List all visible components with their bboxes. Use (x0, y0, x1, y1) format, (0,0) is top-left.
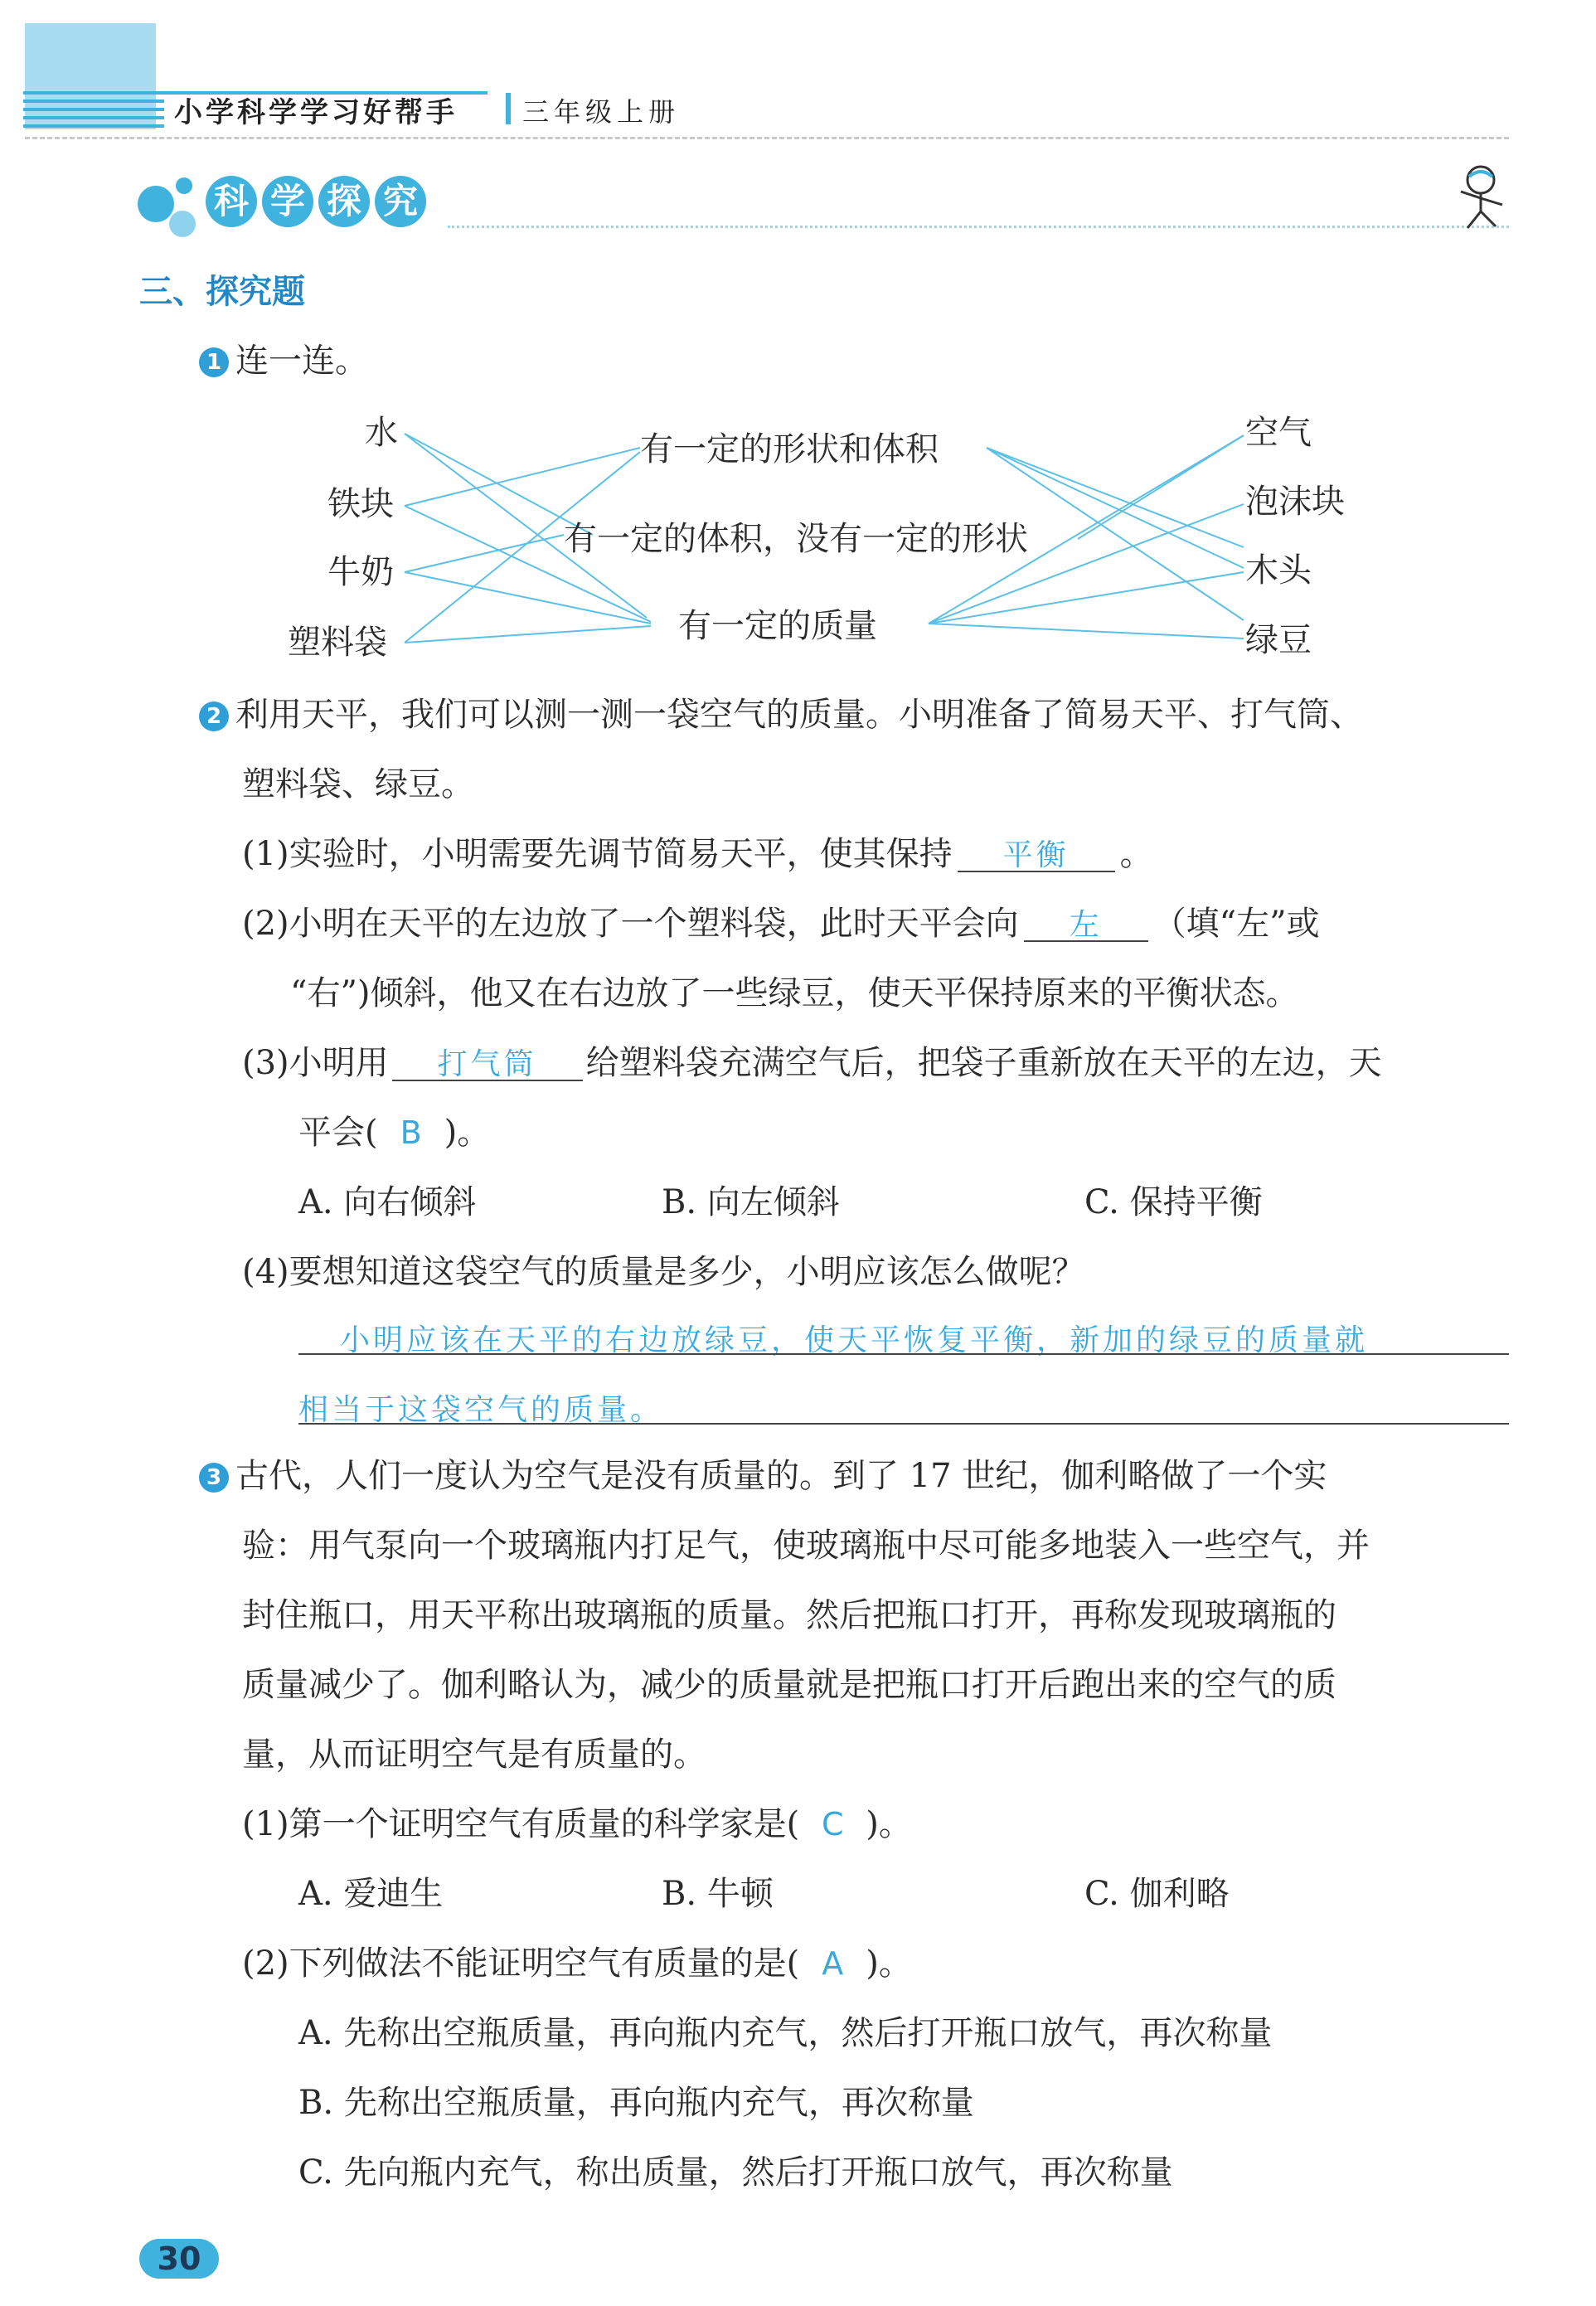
right-item: 空气 (1245, 414, 1312, 452)
q2-p3-choice-text: 平会( (298, 1114, 378, 1152)
q3-stem-line: 质量减少了。伽利略认为，减少的质量就是把瓶口打开后跑出来的空气的质 (242, 1666, 1336, 1704)
q2-p2-text: (2)小明在天平的左边放了一个塑料袋，此时天平会向 (242, 905, 1019, 943)
middle-item: 有一定的形状和体积 (640, 430, 939, 468)
q3-stem-line1 (199, 1459, 1327, 1493)
q3-p2-end: )。 (866, 1944, 912, 1983)
q2-p3-answer: 打气筒 (437, 1047, 537, 1081)
option: B. 向左倾斜 (662, 1183, 840, 1221)
banner-char: 究 (375, 176, 426, 227)
q3-part2 (242, 1944, 912, 1983)
q2-p2-blank (1024, 907, 1148, 942)
matching-lines (0, 0, 1596, 680)
banner-char: 科 (206, 176, 257, 227)
q2-part3-line2 (298, 1114, 491, 1152)
left-item: 铁块 (327, 485, 394, 523)
q2-part2-line2: “右”)倾斜，他又在右边放了一些绿豆，使天平保持原来的平衡状态。 (290, 974, 1299, 1012)
q3-p1-text: (1)第一个证明空气有质量的科学家是( (242, 1805, 800, 1843)
q2-p4-answer-line2: 相当于这袋空气的质量。 (298, 1393, 664, 1427)
option: A. 先称出空瓶质量，再向瓶内充气，然后打开瓶口放气，再次称量 (298, 2014, 1273, 2052)
q1-prompt-text: 连一连。 (235, 342, 368, 380)
q2-part2 (242, 907, 1320, 942)
q2-p1-text: (1)实验时，小明需要先调节简易天平，使其保持 (242, 835, 953, 873)
q3-p2-answer: A (822, 1945, 844, 1982)
q2-p3-blank (392, 1046, 583, 1081)
banner-char: 学 (262, 176, 313, 227)
option: A. 向右倾斜 (298, 1183, 477, 1221)
option: B. 牛顿 (662, 1875, 774, 1913)
option: A. 爱迪生 (298, 1875, 444, 1913)
q2-stem-line1 (199, 696, 1363, 734)
question-number-badge: 1 (199, 347, 229, 377)
q2-part3 (242, 1046, 1382, 1081)
q2-p3-text: (3)小明用 (242, 1044, 389, 1082)
q3-p2-text: (2)下列做法不能证明空气有质量的是( (242, 1944, 800, 1983)
q3-stem-text: 古代，人们一度认为空气是没有质量的。到了 17 世纪，伽利略做了一个实 (235, 1457, 1327, 1495)
page-number: 30 (139, 2239, 219, 2279)
q2-p3-choice-end: )。 (444, 1114, 491, 1152)
q3-p1-answer: C (821, 1806, 844, 1842)
q3-stem-line: 封住瓶口，用天平称出玻璃瓶的质量。然后把瓶口打开，再称发现玻璃瓶的 (242, 1596, 1336, 1634)
q2-stem-line2: 塑料袋、绿豆。 (242, 765, 474, 803)
left-item: 水 (365, 414, 398, 452)
book-title: 小学科学学习好帮手 (174, 96, 458, 129)
q2-part4-question: (4)要想知道这袋空气的质量是多少，小明应该怎么做呢？ (242, 1253, 1085, 1291)
answer-rule (298, 1423, 1509, 1425)
option: C. 伽利略 (1084, 1875, 1230, 1913)
q2-p4-answer-line1: 小明应该在天平的右边放绿豆，使天平恢复平衡，新加的绿豆的质量就 (340, 1323, 1369, 1357)
option: C. 先向瓶内充气，称出质量，然后打开瓶口放气，再次称量 (298, 2153, 1173, 2192)
middle-item: 有一定的体积，没有一定的形状 (564, 520, 1028, 558)
q2-p2-end: （填“左”或 (1152, 905, 1320, 943)
grade-label: 三年级上册 (522, 96, 681, 128)
q3-stem-line: 验：用气泵向一个玻璃瓶内打足气，使玻璃瓶中尽可能多地装入一些空气，并 (242, 1527, 1370, 1565)
left-item: 塑料袋 (288, 624, 387, 662)
q2-p1-answer: 平衡 (1002, 838, 1070, 872)
banner-char: 探 (318, 176, 370, 227)
q2-p1-blank (958, 837, 1115, 872)
q2-p1-end: 。 (1119, 835, 1153, 873)
q2-stem-text: 利用天平，我们可以测一测一袋空气的质量。小明准备了简易天平、打气筒、 (235, 696, 1363, 734)
option: B. 先称出空瓶质量，再向瓶内充气，再次称量 (298, 2084, 974, 2122)
question-number-badge: 3 (199, 1463, 229, 1493)
right-item: 泡沫块 (1245, 483, 1345, 521)
q2-p2-answer: 左 (1069, 908, 1103, 942)
q2-p3-rest: 给塑料袋充满空气后，把袋子重新放在天平的左边，天 (585, 1044, 1382, 1082)
option: C. 保持平衡 (1084, 1183, 1263, 1221)
middle-item: 有一定的质量 (678, 607, 877, 645)
left-item: 牛奶 (327, 553, 394, 591)
right-item: 木头 (1245, 551, 1312, 590)
right-item: 绿豆 (1245, 621, 1312, 659)
q3-stem-line: 量，从而证明空气是有质量的。 (242, 1736, 706, 1774)
section-heading: 三、探究题 (139, 273, 305, 311)
q2-part1 (242, 837, 1153, 872)
answer-rule (298, 1353, 1509, 1355)
q3-p1-end: )。 (866, 1805, 912, 1843)
q2-p3-choice-answer: B (400, 1114, 422, 1151)
question-number-badge: 2 (199, 702, 229, 731)
q3-part1 (242, 1805, 912, 1843)
